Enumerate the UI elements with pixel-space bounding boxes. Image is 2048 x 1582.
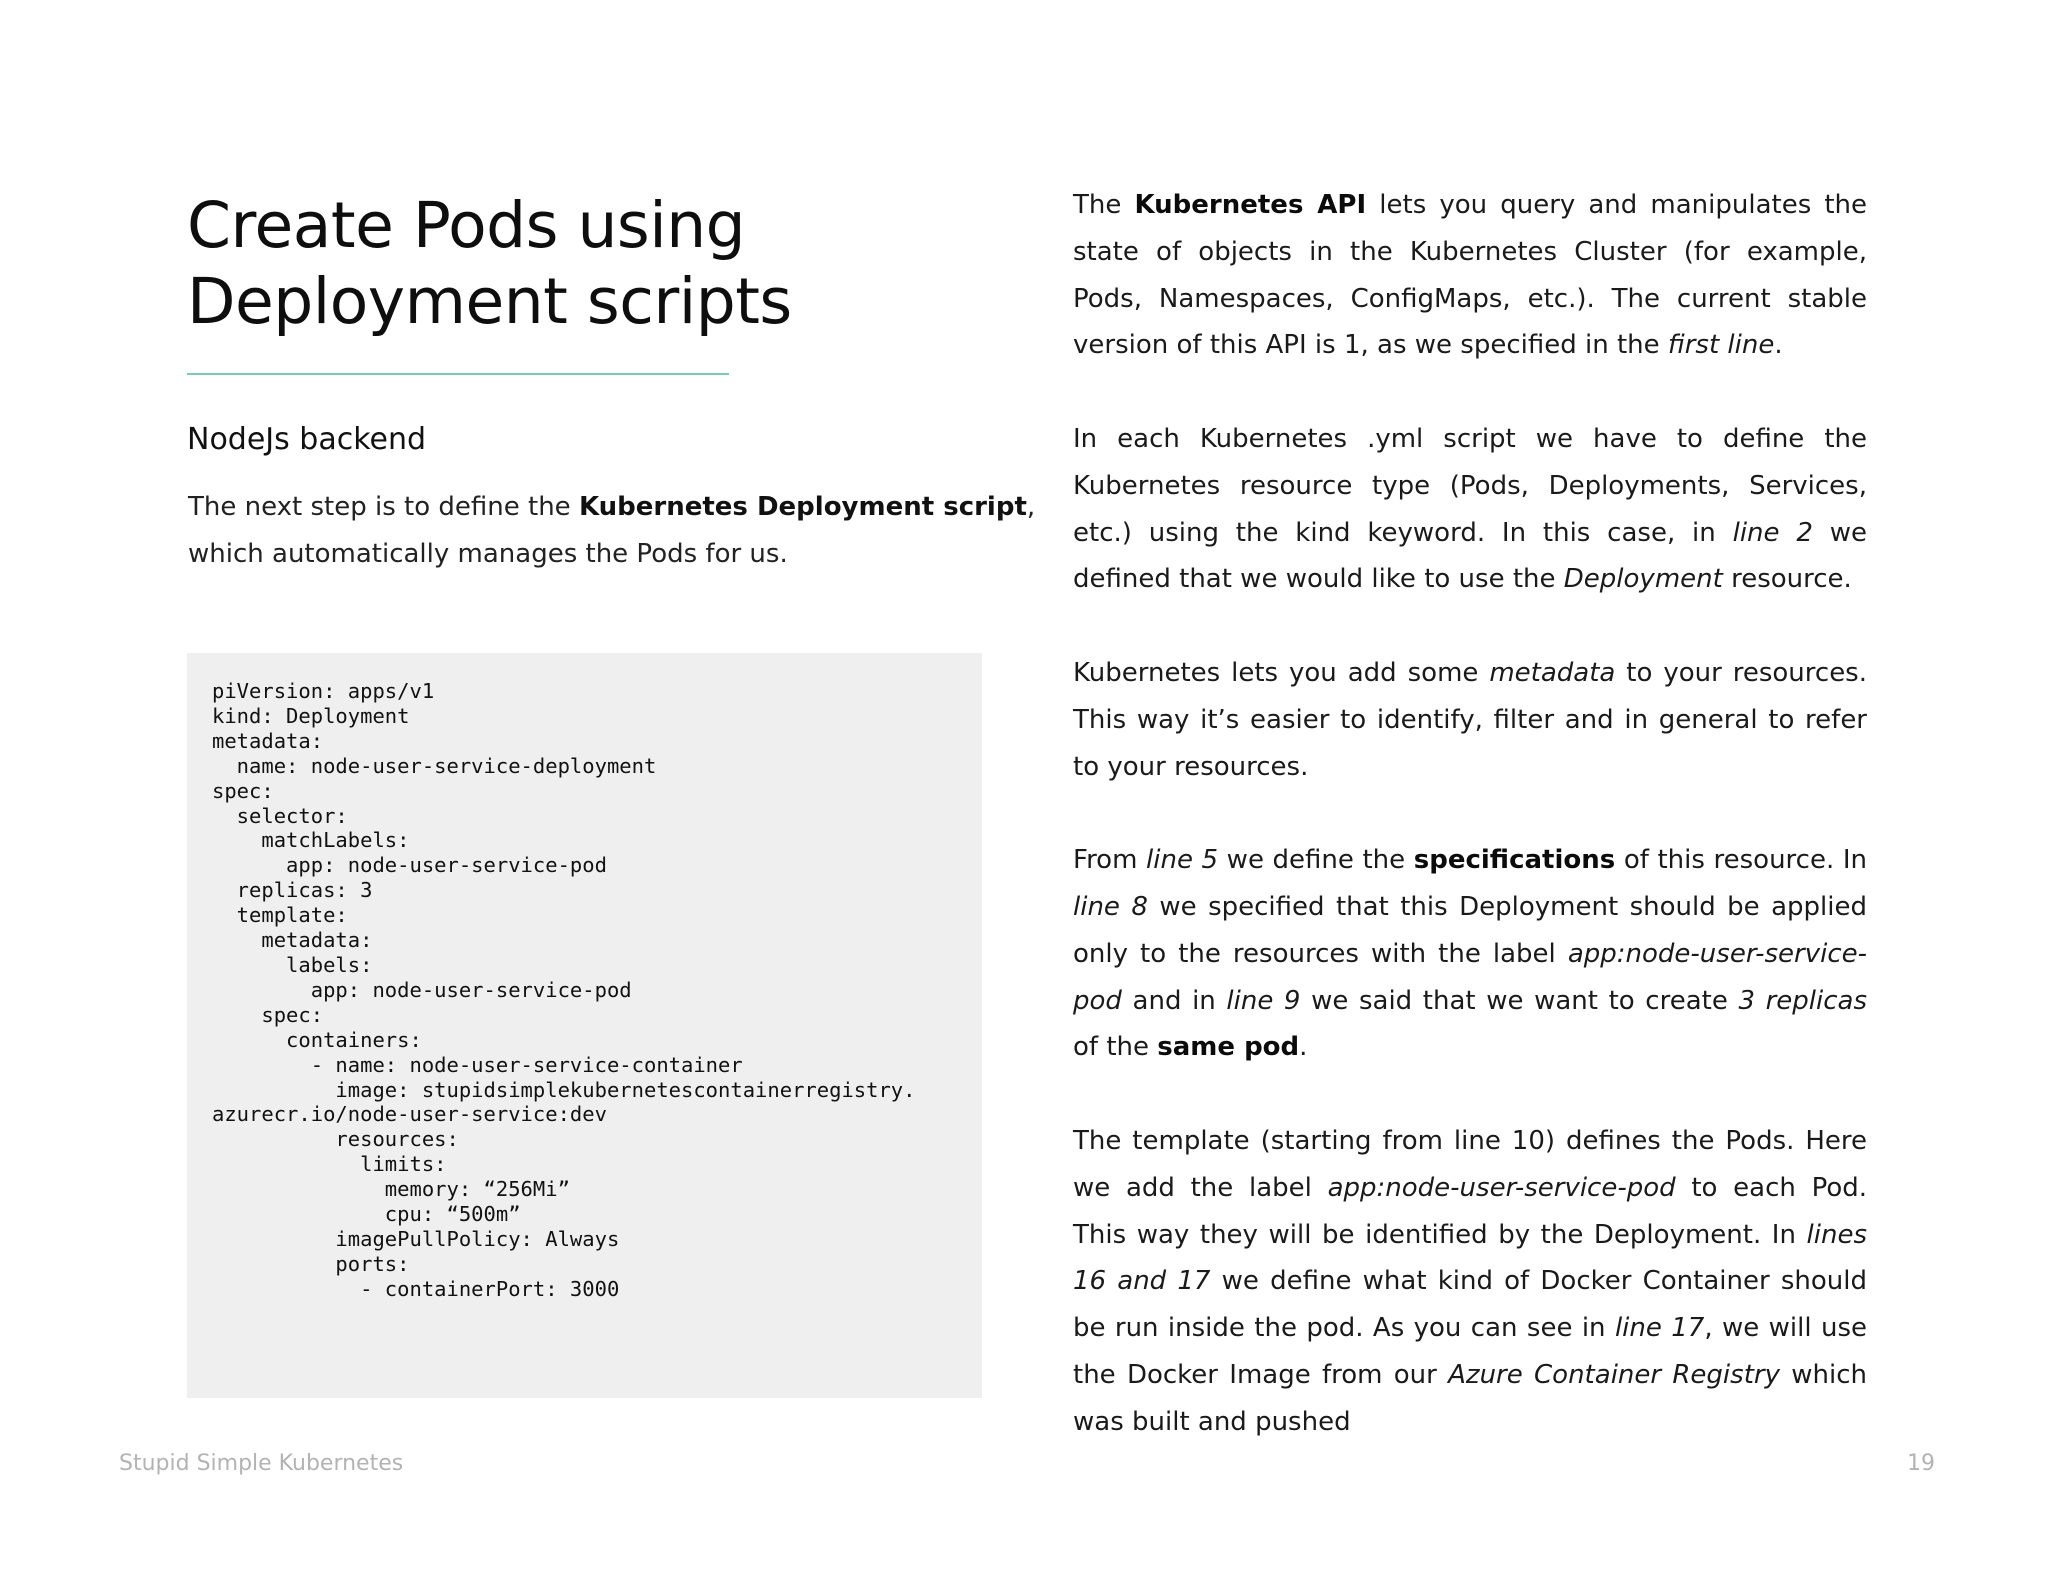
italic-term: line 2	[1732, 517, 1813, 548]
bold-term: Kubernetes API	[1134, 190, 1367, 220]
italic-term: Deployment	[1563, 564, 1723, 595]
italic-term: first line	[1667, 330, 1775, 361]
text: .	[1774, 330, 1783, 361]
page-title-line-1: Create Pods using	[187, 189, 746, 262]
italic-term: line 9	[1226, 985, 1301, 1016]
page-title-line-2: Deployment scripts	[187, 265, 792, 338]
italic-term: line 5	[1146, 845, 1219, 876]
explanation-column	[1073, 182, 1867, 1492]
text: , we will use the Docker Image from our	[1073, 1313, 1867, 1390]
text: of this resource. In	[1615, 845, 1867, 876]
intro-text-2: ,	[1026, 492, 1036, 522]
text: In each Kubernetes .yml script we have to define the Kubernetes resource type (Pods, Deployments, Services, etc.) using the kind keyword. In this case, in	[1073, 423, 1867, 548]
text: of the	[1073, 1032, 1158, 1063]
footer-page-number: 19	[1907, 1451, 1935, 1476]
paragraph-specifications	[1073, 837, 1867, 1071]
text: lets you query and manipulates the state of objects in the Kubernetes Cluster (for example, Pods, Namespaces, ConfigMaps, etc.). The current stable version of this API is 1, as we specified in the	[1073, 190, 1868, 361]
page-title	[187, 188, 947, 340]
italic-term: app:node-user-service-pod	[1327, 1172, 1676, 1203]
code-block: piVersion: apps/v1 kind: Deployment metadata: name: node-user-service-deployment spec: selector: matchLabels: app: node-user-service-pod replicas: 3 template: metadata: labels: app: node-user-service-pod spec: containers: - name: node-user-service-container image: stupidsimplekubernetescontainerregistry. azurecr.io/node-user-service:dev resources: limits: memory: “256Mi” cpu: “500m” imagePullPolicy: Always ports: - containerPort: 3000	[212, 679, 916, 1301]
intro-text-1: The next step is to define the	[188, 492, 579, 522]
bold-term: specifications	[1413, 845, 1616, 876]
code-box	[187, 653, 982, 1398]
text: .	[1299, 1032, 1308, 1063]
text: to your resources. This way it’s easier to identify, filter and in general to refer to your resources.	[1073, 657, 1867, 782]
text: we define the	[1218, 845, 1414, 876]
intro-text-3: which automatically manages the Pods for us.	[188, 539, 788, 569]
italic-term: metadata	[1489, 657, 1616, 688]
text: From	[1073, 845, 1147, 876]
text: we said that we want to create	[1300, 985, 1739, 1016]
footer-book-title: Stupid Simple Kubernetes	[119, 1451, 404, 1476]
title-divider	[187, 373, 729, 375]
text: we defined that we would like to use the	[1073, 517, 1868, 595]
text: The	[1073, 190, 1135, 220]
italic-term: line 8	[1073, 891, 1148, 922]
text: Kubernetes lets you add some	[1073, 657, 1490, 688]
paragraph-api	[1073, 182, 1867, 369]
text: The template (starting from line 10) defines the Pods. Here we add the label	[1073, 1125, 1867, 1203]
paragraph-template	[1073, 1118, 1867, 1446]
intro-bold-term: Kubernetes Deployment script	[578, 492, 1027, 522]
italic-term: lines 16 and 17	[1073, 1219, 1867, 1297]
section-heading: NodeJs backend	[187, 422, 427, 457]
intro-paragraph	[188, 484, 1036, 578]
text: to each Pod. This way they will be identified by the Deployment. In	[1073, 1172, 1868, 1250]
paragraph-metadata	[1073, 650, 1867, 790]
text: resource.	[1722, 564, 1852, 595]
italic-term: 3 replicas	[1738, 985, 1868, 1016]
italic-term: Azure Container Registry	[1448, 1359, 1780, 1390]
bold-term: same pod	[1157, 1032, 1300, 1063]
text: which was built and pushed	[1073, 1359, 1867, 1437]
text: and in	[1121, 985, 1227, 1016]
text: we define what kind of Docker Container should be run inside the pod. As you can see in	[1073, 1266, 1867, 1344]
italic-term: line 17	[1614, 1313, 1705, 1344]
text: we specified that this Deployment should be applied only to the resources with the label	[1073, 891, 1868, 969]
italic-term: app:node-user-service-pod	[1073, 938, 1867, 1016]
paragraph-kind	[1073, 416, 1867, 603]
